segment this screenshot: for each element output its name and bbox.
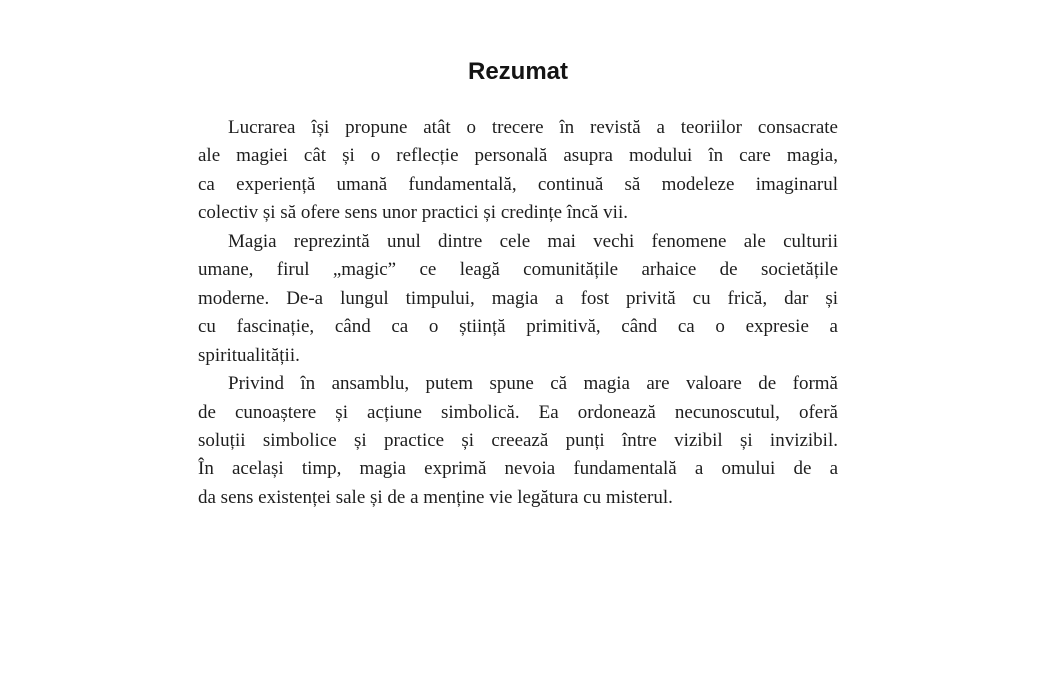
text-line: moderne. De-a lungul timpului, magia a fost privită cu frică, dar și xyxy=(198,287,838,309)
text-line: de cunoaștere și acțiune simbolică. Ea ordonează necunoscutul, oferă xyxy=(198,401,838,423)
abstract-body xyxy=(198,114,838,512)
text-line: soluții simbolice și practice și creează punți între vizibil și invizibil. xyxy=(198,429,838,451)
text-line: spiritualității. xyxy=(198,344,300,366)
text-line: Magia reprezintă unul dintre cele mai vechi fenomene ale culturii xyxy=(228,230,838,252)
paragraph xyxy=(198,370,838,512)
text-line: colectiv și să ofere sens unor practici și credințe încă vii. xyxy=(198,202,628,224)
abstract-heading: Rezumat xyxy=(467,58,569,85)
text-line: ale magiei cât și o reflecție personală asupra modului în care magia, xyxy=(198,145,838,167)
text-line: În același timp, magia exprimă nevoia fundamentală a omului de a xyxy=(198,458,838,480)
paragraph xyxy=(198,114,838,228)
text-line: Privind în ansamblu, putem spune că magia are valoare de formă xyxy=(228,373,838,395)
text-line: cu fascinație, când ca o știință primitivă, când ca o expresie a xyxy=(198,316,838,338)
paragraph xyxy=(198,228,838,370)
text-line: ca experiență umană fundamentală, continuă să modeleze imaginarul xyxy=(198,173,838,195)
text-line: da sens existenței sale și de a menține vie legătura cu misterul. xyxy=(198,486,673,508)
text-line: Lucrarea își propune atât o trecere în revistă a teoriilor consacrate xyxy=(228,117,838,138)
text-line: umane, firul „magic” ce leagă comunitățile arhaice de societățile xyxy=(198,259,838,281)
